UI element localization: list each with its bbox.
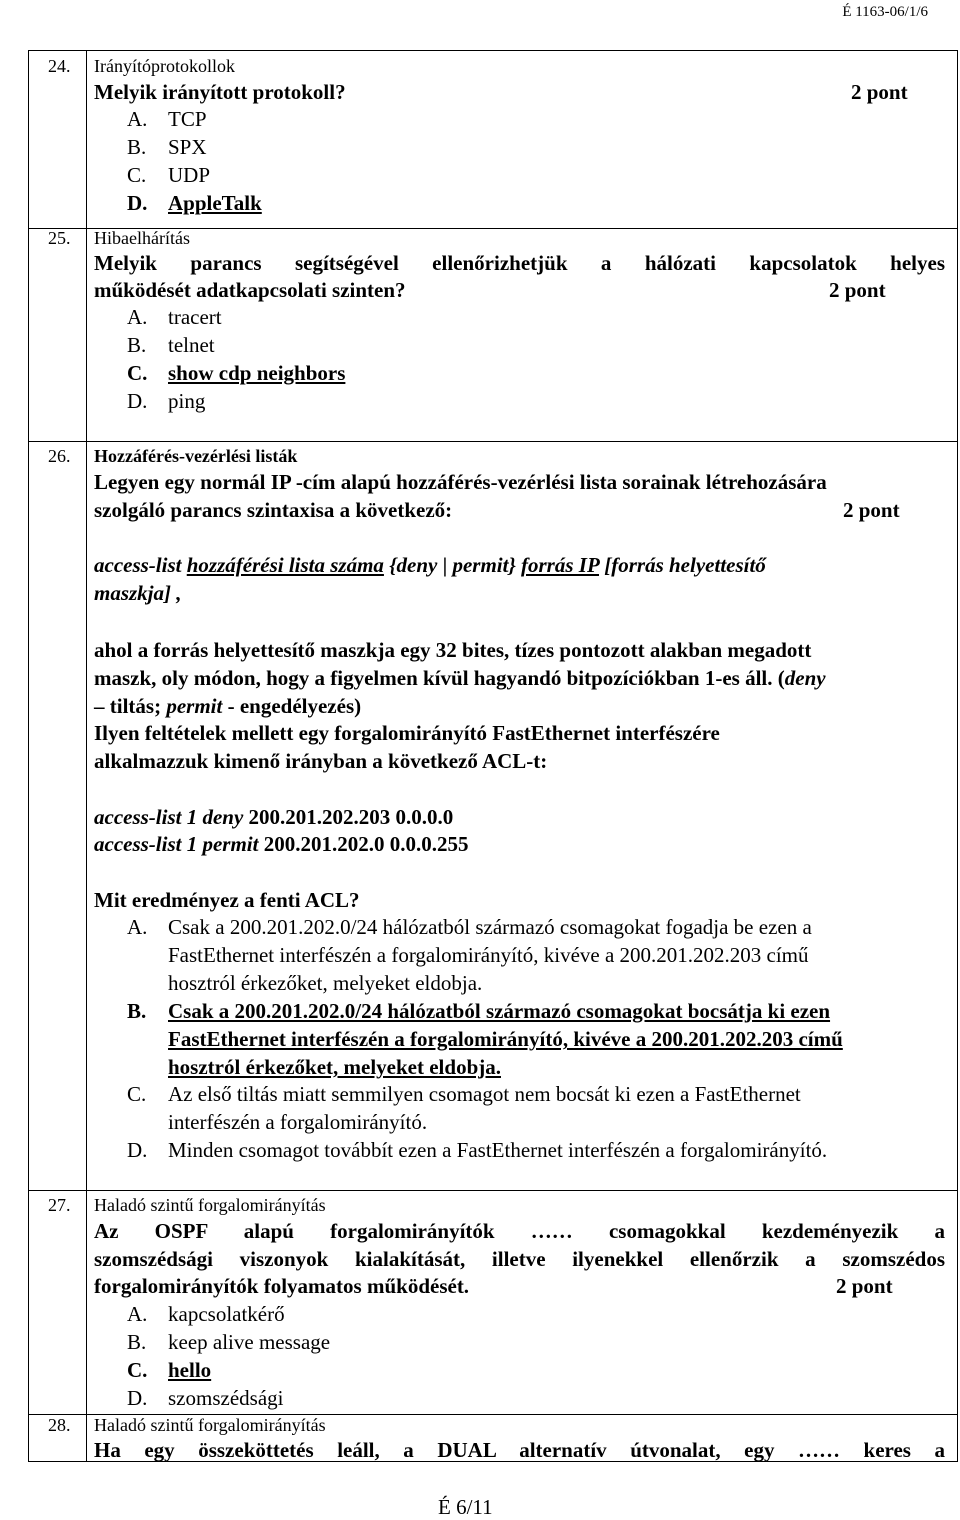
number-column-divider — [86, 50, 87, 1462]
question-text: Az OSPF alapú forgalomirányítók …… csomagokkal kezdeményezik a — [94, 1219, 945, 1243]
option-text: TCP — [168, 107, 207, 131]
option-text: hosztról érkezőket, melyeket eldobja. — [168, 971, 483, 995]
option-text: Csak a 200.201.202.0/24 hálózatból származó csomagokat fogadja be ezen a — [168, 915, 812, 939]
option-text-correct: Csak a 200.201.202.0/24 hálózatból származó csomagokat bocsátja ki ezen — [168, 999, 831, 1023]
acl-line — [94, 832, 468, 857]
option-letter-correct: C. — [127, 361, 148, 385]
option-letter: B. — [127, 1330, 147, 1354]
explanation-text: alkalmazzuk kimenő irányban a következő ACL-t: — [94, 749, 548, 773]
syntax-mask-end: maszkja] , — [94, 581, 182, 605]
points-label: 2 pont — [836, 1274, 893, 1298]
option-letter-correct: B. — [127, 999, 147, 1023]
option-text: tracert — [168, 305, 222, 329]
acl-address: 200.201.202.0 0.0.0.255 — [263, 832, 469, 856]
syntax-list-number: hozzáférési lista száma — [186, 553, 384, 577]
question-text: Legyen egy normál IP -cím alapú hozzáférés-vezérlési lista sorainak létrehozására — [94, 470, 827, 494]
option-text-correct: show cdp neighbors — [168, 361, 346, 385]
question-text: Mit eredményez a fenti ACL? — [94, 888, 360, 912]
question-number: 24. — [48, 56, 71, 76]
page-number: É 6/11 — [438, 1495, 493, 1519]
option-letter-correct: D. — [127, 191, 148, 215]
option-letter: C. — [127, 163, 147, 187]
section-title: Hozzáférés-vezérlési listák — [94, 446, 298, 466]
question-text: forgalomirányítók folyamatos működését. — [94, 1274, 470, 1298]
syntax-source-ip: forrás IP — [521, 553, 599, 577]
question-text: Melyik irányított protokoll? — [94, 80, 346, 104]
acl-line — [94, 805, 453, 830]
option-letter: A. — [127, 305, 148, 329]
option-letter: D. — [127, 389, 148, 413]
option-letter: D. — [127, 1386, 148, 1410]
explanation-text: - engedélyezés) — [222, 694, 362, 718]
explanation-text: – tiltás; — [94, 694, 167, 718]
explanation-text: ahol a forrás helyettesítő maszkja egy 32 bites, tízes pontozott alakban megadott — [94, 638, 812, 662]
option-text-correct: AppleTalk — [168, 191, 262, 215]
syntax-mask: [forrás helyettesítő — [599, 553, 766, 577]
keyword-permit: permit — [166, 694, 223, 718]
question-text: szomszédsági viszonyok kialakítását, illetve ilyenekkel ellenőrzik a szomszédos — [94, 1247, 945, 1271]
question-text: működését adatkapcsolati szinten? — [94, 278, 406, 302]
points-label: 2 pont — [829, 278, 886, 302]
option-text: kapcsolatkérő — [168, 1302, 285, 1326]
section-title: Haladó szintű forgalomirányítás — [94, 1415, 326, 1435]
acl-address: 200.201.202.203 0.0.0.0 — [248, 805, 454, 829]
option-text-correct: hello — [168, 1358, 212, 1382]
section-title: Haladó szintű forgalomirányítás — [94, 1195, 326, 1215]
row-divider — [28, 1190, 958, 1191]
option-text: UDP — [168, 163, 211, 187]
option-text-correct: FastEthernet interfészén a forgalomirányító, kivéve a 200.201.202.203 című — [168, 1027, 843, 1051]
syntax-permit: permit} — [447, 553, 522, 577]
option-text: Minden csomagot továbbít ezen a FastEthernet interfészén a forgalomirányító. — [168, 1138, 828, 1162]
option-letter: A. — [127, 915, 148, 939]
question-text: Ha egy összeköttetés leáll, a DUAL alternatív útvonalat, egy …… keres a — [94, 1438, 945, 1462]
syntax-separator: | — [442, 553, 448, 577]
option-letter: A. — [127, 1302, 148, 1326]
document-code: É 1163-06/1/6 — [842, 4, 928, 20]
syntax-command: access-list — [94, 553, 187, 577]
option-letter: D. — [127, 1138, 148, 1162]
acl-command: access-list 1 deny — [94, 805, 249, 829]
question-text: Melyik parancs segítségével ellenőrizhetjük a hálózati kapcsolatok helyes — [94, 251, 945, 275]
question-text: szolgáló parancs szintaxisa a következő: — [94, 498, 453, 522]
option-letter: C. — [127, 1082, 147, 1106]
option-text-correct: hosztról érkezőket, melyeket eldobja. — [168, 1055, 501, 1079]
option-text: telnet — [168, 333, 215, 357]
option-letter-correct: C. — [127, 1358, 148, 1382]
explanation-text: maszk, oly módon, hogy a figyelmen kívül hagyandó bitpozíciókban 1-es áll. ( — [94, 666, 785, 690]
section-title: Hibaelhárítás — [94, 228, 190, 248]
section-title: Irányítóprotokollok — [94, 56, 235, 76]
option-text: szomszédsági — [168, 1386, 284, 1410]
option-text: ping — [168, 389, 206, 413]
syntax-deny: {deny — [383, 553, 443, 577]
question-number: 28. — [48, 1415, 71, 1435]
row-divider — [28, 441, 958, 442]
option-text: keep alive message — [168, 1330, 331, 1354]
question-number: 25. — [48, 228, 71, 248]
points-label: 2 pont — [851, 80, 908, 104]
option-text: Az első tiltás miatt semmilyen csomagot nem bocsát ki ezen a FastEthernet — [168, 1082, 801, 1106]
keyword-deny: deny — [784, 666, 826, 690]
option-letter: B. — [127, 333, 147, 357]
points-label: 2 pont — [843, 498, 900, 522]
question-number: 26. — [48, 446, 71, 466]
option-letter: A. — [127, 107, 148, 131]
option-letter: B. — [127, 135, 147, 159]
explanation-text: Ilyen feltételek mellett egy forgalomirányító FastEthernet interfészére — [94, 721, 720, 745]
acl-command: access-list 1 permit — [94, 832, 264, 856]
option-text: interfészén a forgalomirányító. — [168, 1110, 428, 1134]
option-text: SPX — [168, 135, 207, 159]
option-text: FastEthernet interfészén a forgalomirányító, kivéve a 200.201.202.203 című — [168, 943, 809, 967]
question-number: 27. — [48, 1195, 71, 1215]
acl-syntax — [94, 553, 766, 578]
